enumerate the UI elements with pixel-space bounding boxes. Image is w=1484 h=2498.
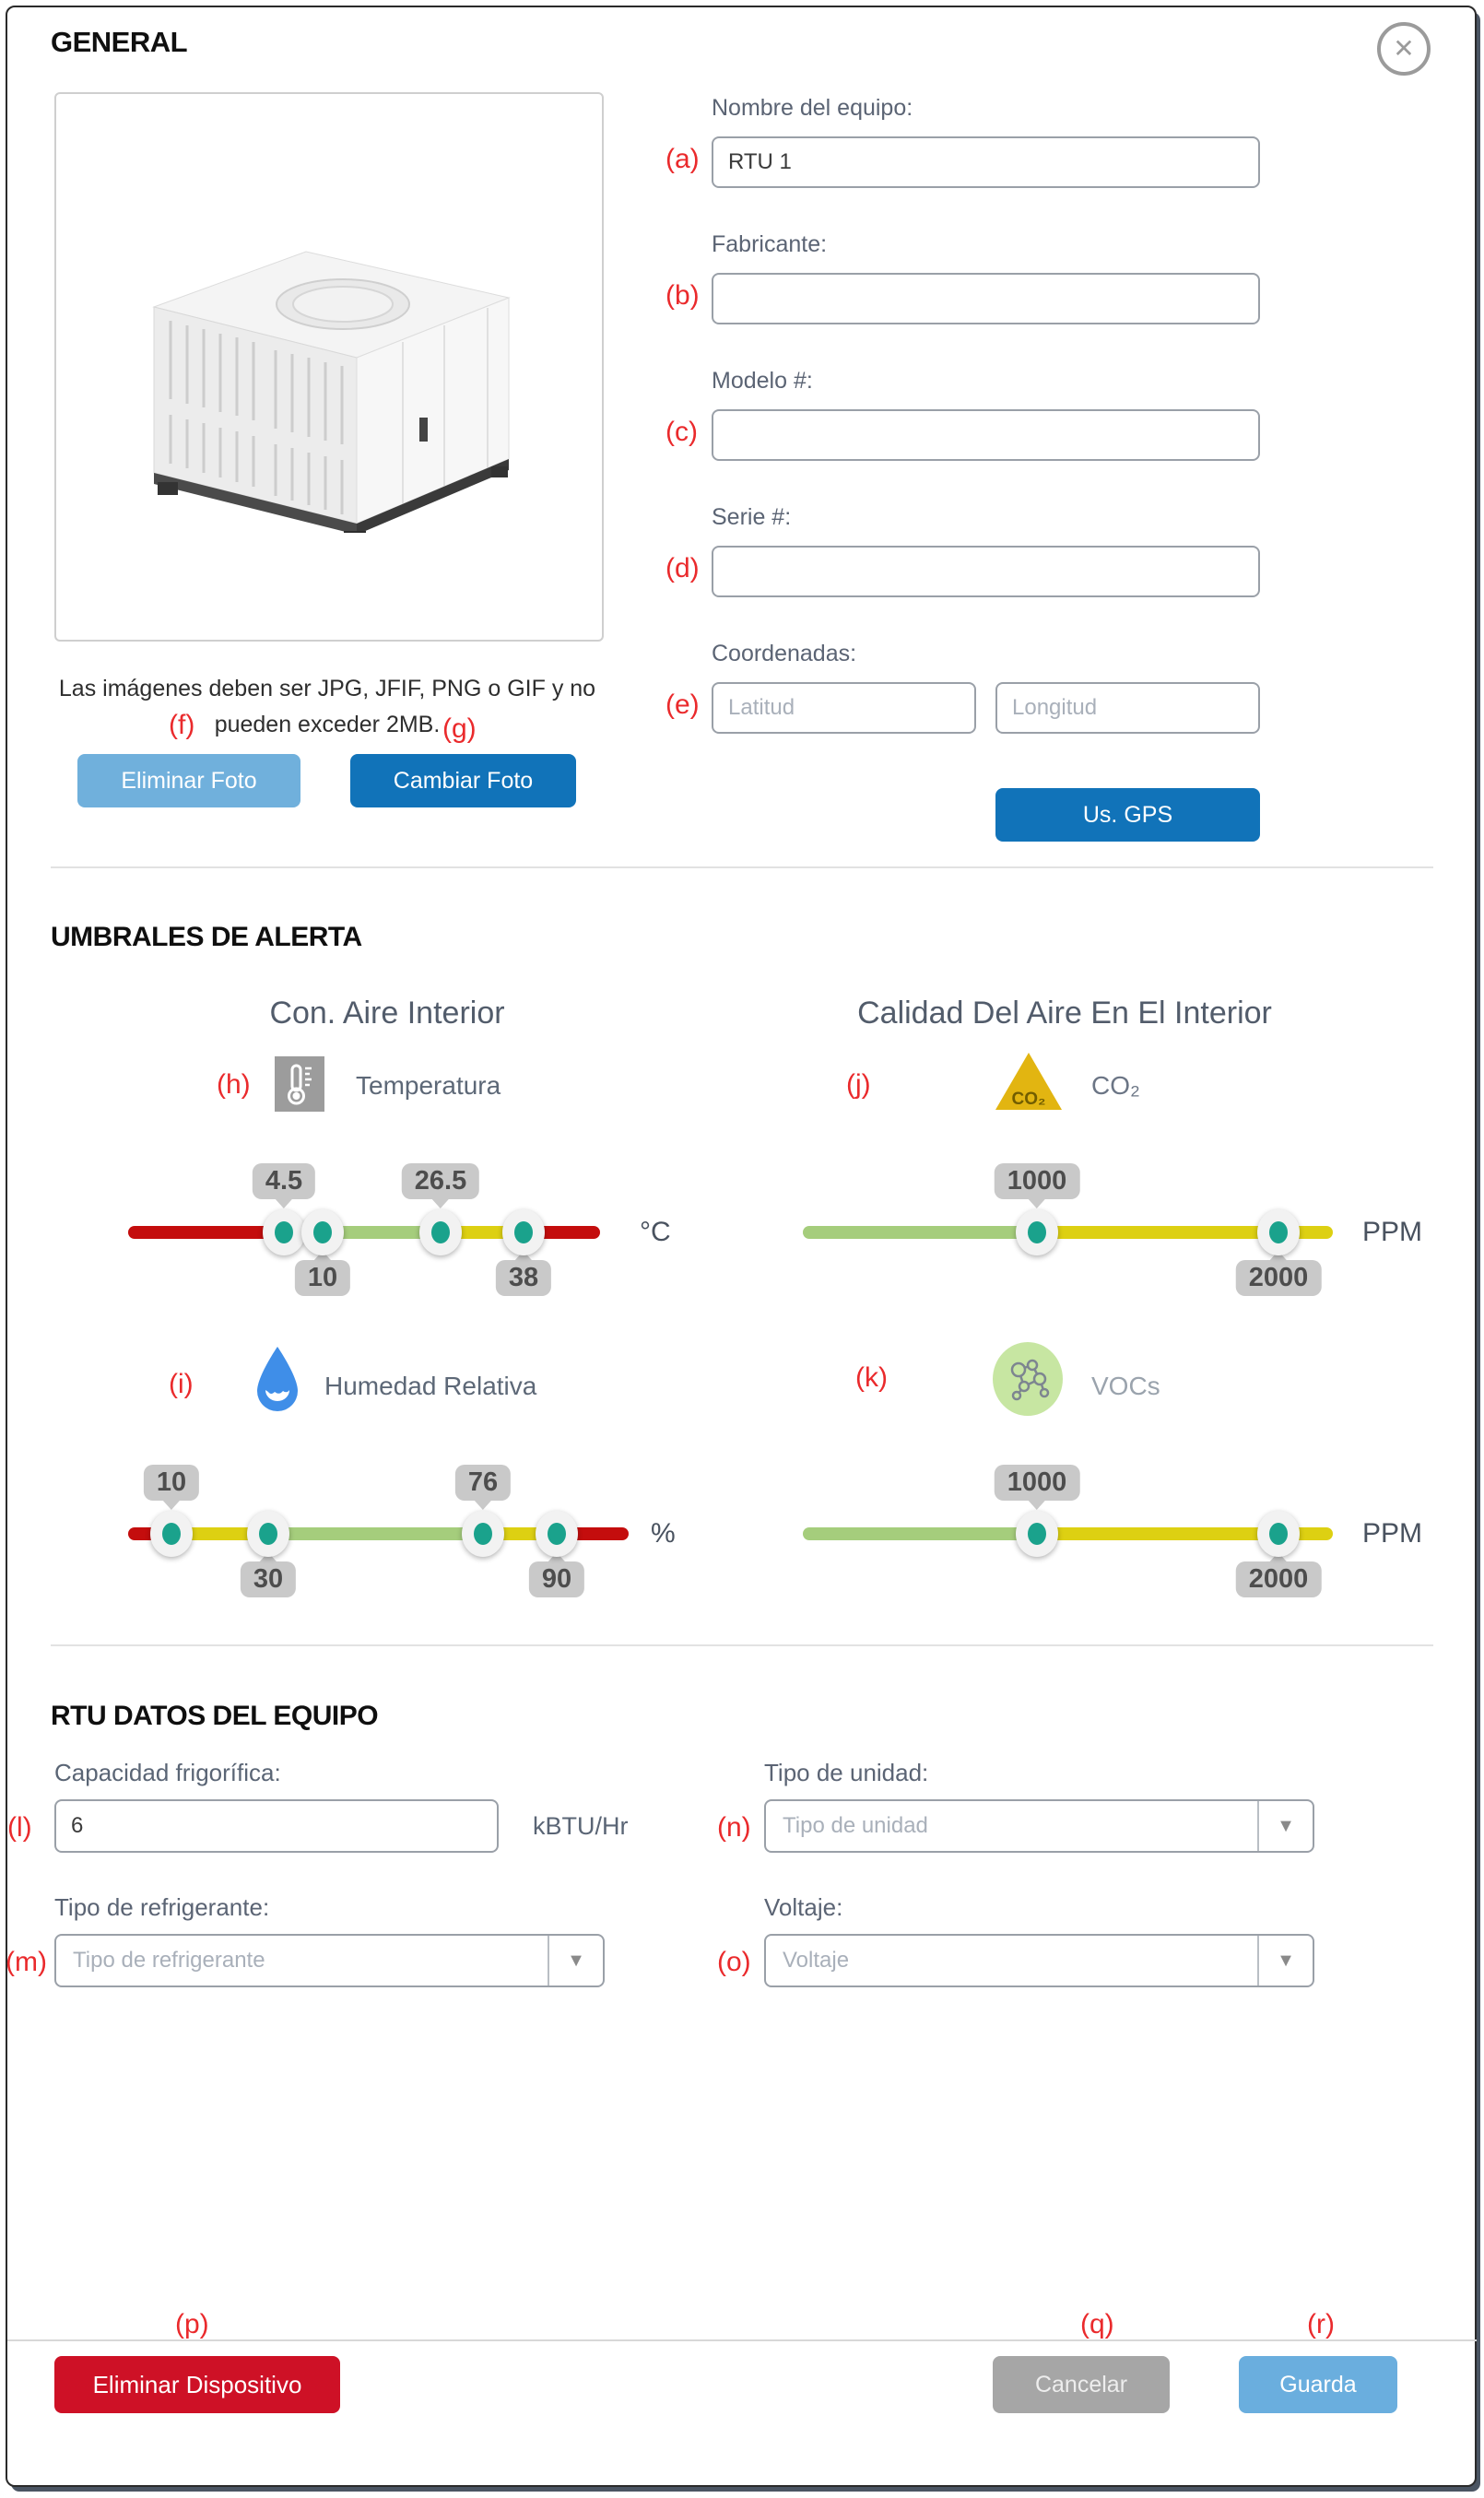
model-input[interactable] bbox=[712, 409, 1260, 461]
temperature-max-ok-bubble: 26.5 bbox=[402, 1163, 479, 1199]
close-icon: ✕ bbox=[1393, 34, 1415, 63]
section-divider-1 bbox=[51, 866, 1433, 868]
delete-device-button[interactable]: Eliminar Dispositivo bbox=[54, 2356, 340, 2413]
rtu-data-title: RTU DATOS DEL EQUIPO bbox=[51, 1701, 379, 1731]
humidity-handle-max-warn[interactable] bbox=[536, 1511, 578, 1557]
humidity-slider bbox=[128, 1465, 629, 1612]
use-gps-button[interactable]: Us. GPS bbox=[995, 788, 1260, 842]
co2-slider-track bbox=[803, 1226, 1333, 1239]
annotation-b: (b) bbox=[665, 280, 700, 311]
footer-divider bbox=[7, 2339, 1477, 2341]
annotation-m: (m) bbox=[6, 1947, 47, 1977]
annotation-e: (e) bbox=[665, 689, 700, 720]
humidity-handle-min-warn[interactable] bbox=[150, 1511, 193, 1557]
co2-warn-bubble: 1000 bbox=[995, 1163, 1080, 1199]
annotation-g: (g) bbox=[442, 713, 477, 744]
cooling-capacity-input[interactable] bbox=[54, 1799, 499, 1853]
svg-text:CO₂: CO₂ bbox=[1011, 1090, 1046, 1109]
temperature-slider bbox=[128, 1163, 600, 1311]
alert-thresholds-title: UMBRALES DE ALERTA bbox=[51, 922, 362, 952]
annotation-q: (q) bbox=[1080, 2309, 1114, 2339]
humidity-min-ok-bubble: 30 bbox=[241, 1561, 296, 1597]
refrigerant-type-dropdown[interactable] bbox=[54, 1934, 605, 1987]
annotation-i: (i) bbox=[169, 1369, 194, 1399]
temperature-handle-max-warn[interactable] bbox=[502, 1209, 545, 1255]
rtu-equipment-photo bbox=[126, 201, 532, 533]
indoor-air-quality-group-title: Calidad Del Aire En El Interior bbox=[857, 996, 1272, 1031]
vocs-handle-warn[interactable] bbox=[1016, 1511, 1058, 1557]
change-photo-button[interactable]: Cambiar Foto bbox=[350, 754, 576, 807]
unit-type-dropdown[interactable] bbox=[764, 1799, 1314, 1853]
humidity-min-warn-bubble: 10 bbox=[144, 1465, 199, 1501]
humidity-unit: % bbox=[651, 1518, 676, 1549]
unit-type-label: Tipo de unidad: bbox=[764, 1759, 929, 1786]
voltage-dropdown[interactable] bbox=[764, 1934, 1314, 1987]
co2-handle-warn[interactable] bbox=[1016, 1209, 1058, 1255]
temperature-min-ok-bubble: 10 bbox=[295, 1260, 350, 1296]
temperature-handle-min-ok[interactable] bbox=[301, 1209, 344, 1255]
photo-note-line2: pueden exceder 2MB. bbox=[214, 712, 441, 737]
annotation-d: (d) bbox=[665, 553, 700, 583]
save-button[interactable]: Guarda bbox=[1239, 2356, 1397, 2413]
manufacturer-input[interactable] bbox=[712, 273, 1260, 324]
annotation-l: (l) bbox=[7, 1812, 32, 1843]
annotation-a: (a) bbox=[665, 144, 700, 174]
vocs-label: VOCs bbox=[1091, 1372, 1160, 1400]
voltage-placeholder: Voltaje bbox=[783, 1948, 850, 1973]
humidity-icon bbox=[251, 1344, 304, 1414]
manufacturer-label: Fabricante: bbox=[712, 231, 828, 257]
name-label: Nombre del equipo: bbox=[712, 95, 913, 121]
annotation-f: (f) bbox=[169, 710, 195, 740]
latitude-input[interactable] bbox=[712, 682, 976, 734]
annotation-h: (h) bbox=[217, 1069, 251, 1100]
indoor-air-group-title: Con. Aire Interior bbox=[269, 996, 505, 1031]
chevron-down-icon: ▼ bbox=[548, 1936, 603, 1985]
model-label: Modelo #: bbox=[712, 368, 813, 394]
longitude-input[interactable] bbox=[995, 682, 1260, 734]
annotation-r: (r) bbox=[1307, 2309, 1335, 2339]
serial-label: Serie #: bbox=[712, 504, 792, 530]
humidity-handle-min-ok[interactable] bbox=[247, 1511, 289, 1557]
page-title: GENERAL bbox=[51, 26, 188, 58]
section-divider-2 bbox=[51, 1644, 1433, 1646]
co2-icon bbox=[994, 1051, 1064, 1112]
cooling-capacity-unit: kBTU/Hr bbox=[533, 1812, 629, 1840]
vocs-unit: PPM bbox=[1362, 1518, 1423, 1549]
temperature-handle-max-ok[interactable] bbox=[419, 1209, 462, 1255]
chevron-down-icon: ▼ bbox=[1257, 1801, 1313, 1851]
refrigerant-type-label: Tipo de refrigerante: bbox=[54, 1893, 270, 1921]
co2-handle-max[interactable] bbox=[1257, 1209, 1300, 1255]
temperature-max-warn-bubble: 38 bbox=[496, 1260, 551, 1296]
chevron-down-icon: ▼ bbox=[1257, 1936, 1313, 1985]
coordinates-label: Coordenadas: bbox=[712, 641, 857, 666]
co2-max-bubble: 2000 bbox=[1236, 1260, 1322, 1296]
temperature-min-warn-bubble: 4.5 bbox=[253, 1163, 315, 1199]
annotation-j: (j) bbox=[846, 1069, 871, 1100]
annotation-o: (o) bbox=[717, 1947, 751, 1977]
cooling-capacity-label: Capacidad frigorífica: bbox=[54, 1759, 281, 1786]
humidity-max-ok-bubble: 76 bbox=[455, 1465, 511, 1501]
vocs-max-bubble: 2000 bbox=[1236, 1561, 1322, 1597]
annotation-n: (n) bbox=[717, 1812, 751, 1843]
humidity-max-warn-bubble: 90 bbox=[529, 1561, 584, 1597]
voltage-label: Voltaje: bbox=[764, 1893, 843, 1921]
equipment-name-input[interactable] bbox=[712, 136, 1260, 188]
temperature-unit: °C bbox=[640, 1217, 671, 1247]
co2-unit: PPM bbox=[1362, 1217, 1423, 1247]
annotation-k: (k) bbox=[855, 1362, 888, 1393]
photo-note-line1: Las imágenes deben ser JPG, JFIF, PNG o GIF y no bbox=[58, 676, 596, 701]
annotation-c: (c) bbox=[665, 417, 698, 447]
co2-slider bbox=[803, 1163, 1333, 1311]
equipment-photo-frame bbox=[54, 92, 604, 642]
vocs-warn-bubble: 1000 bbox=[995, 1465, 1080, 1501]
photo-requirements-note bbox=[54, 671, 600, 743]
vocs-slider bbox=[803, 1465, 1333, 1612]
vocs-handle-max[interactable] bbox=[1257, 1511, 1300, 1557]
close-button[interactable] bbox=[1377, 22, 1431, 76]
annotation-p: (p) bbox=[175, 2309, 209, 2339]
unit-type-placeholder: Tipo de unidad bbox=[783, 1813, 928, 1838]
cancel-button[interactable]: Cancelar bbox=[993, 2356, 1170, 2413]
humidity-label: Humedad Relativa bbox=[324, 1372, 537, 1400]
temperature-icon bbox=[275, 1056, 324, 1112]
refrigerant-type-placeholder: Tipo de refrigerante bbox=[73, 1948, 265, 1973]
vocs-icon bbox=[991, 1342, 1065, 1416]
temperature-handle-min-warn[interactable] bbox=[263, 1209, 305, 1255]
vocs-slider-track bbox=[803, 1527, 1333, 1540]
co2-label: CO₂ bbox=[1091, 1071, 1140, 1100]
temperature-label: Temperatura bbox=[356, 1071, 501, 1100]
serial-input[interactable] bbox=[712, 546, 1260, 597]
humidity-handle-max-ok[interactable] bbox=[462, 1511, 504, 1557]
delete-photo-button[interactable]: Eliminar Foto bbox=[77, 754, 300, 807]
